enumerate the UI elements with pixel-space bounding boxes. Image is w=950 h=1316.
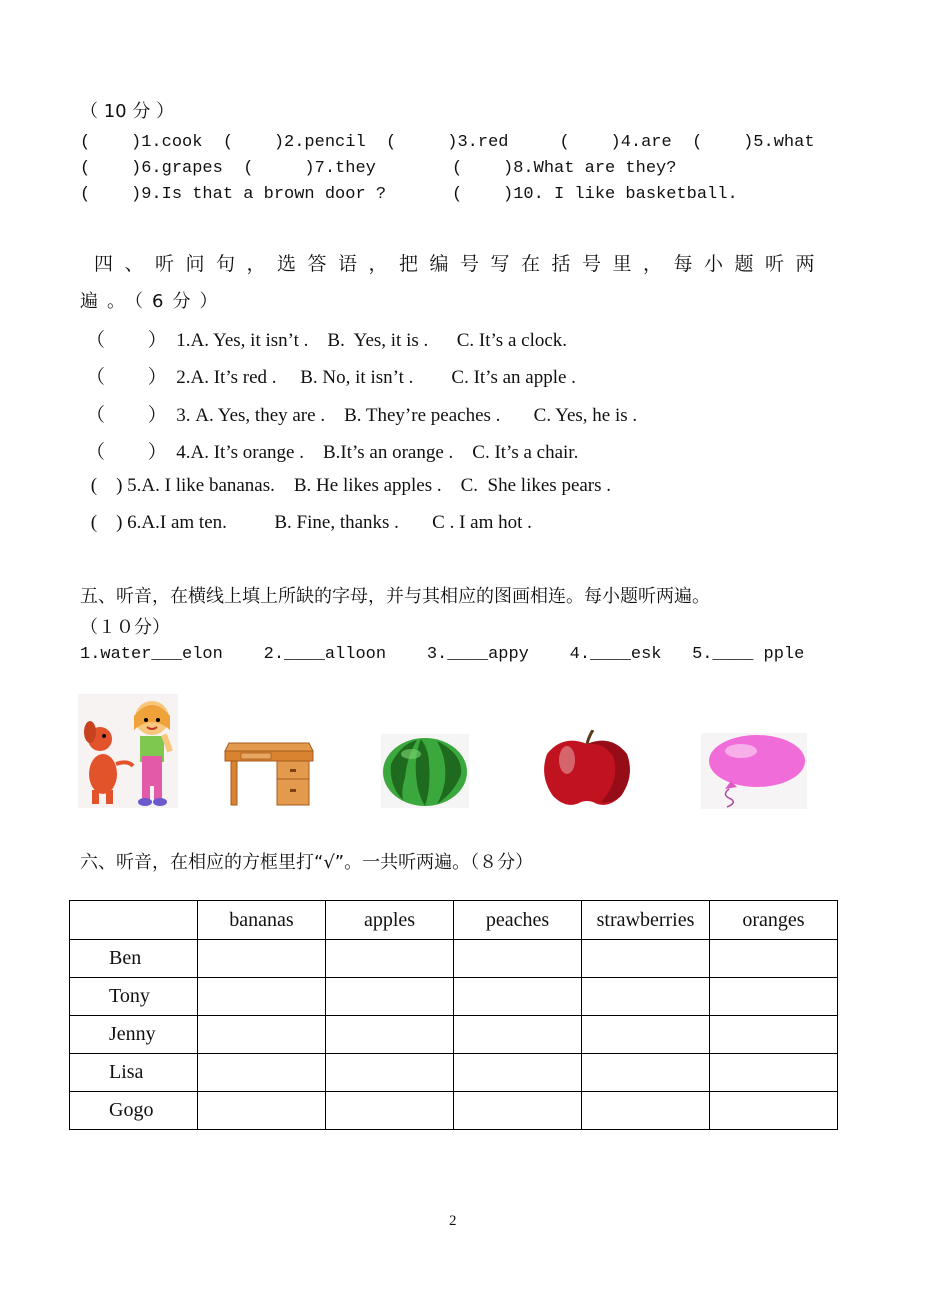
check-box-cell [326,1054,454,1092]
check-box-cell [454,1054,582,1092]
row-name-cell: Jenny [70,1016,198,1054]
section4-title: 四、听问句，选答语，把编号写在括号里，每小题听两 [94,253,827,275]
check-box-cell [582,1016,710,1054]
section5-words: 1.water___elon 2.____alloon 3.____appy 4.____esk 5.____ pple [80,645,805,664]
check-box-cell [454,1092,582,1130]
check-box-cell [198,1092,326,1130]
section3-row-3b: ( )10. I like basketball. [452,185,738,204]
table-row [70,1092,838,1130]
section3-row-1: ( )1.cook ( )2.pencil ( )3.red ( )4.are ( )5.what [80,133,815,152]
table-row [70,1054,838,1092]
section5-score: （１０分） [80,617,170,638]
section4-title-cont: 遍。（6分） [80,291,227,312]
table-header-cell: peaches [454,901,582,940]
check-box-cell [454,978,582,1016]
check-box-cell [198,1054,326,1092]
check-box-cell [582,978,710,1016]
desk-picture [221,735,315,808]
section4-item-4: （ ） 4.A. It’s orange . B.It’s an orange . C. It’s a chair. [86,442,579,463]
section4-item-2: （ ） 2.A. It’s red . B. No, it isn’t . C. It’s an apple . [86,367,576,388]
table-header-cell: bananas [198,901,326,940]
check-box-cell [198,1016,326,1054]
check-box-cell [582,940,710,978]
fruit-check-table [69,900,838,1130]
check-box-cell [582,1092,710,1130]
row-name-cell: Ben [70,940,198,978]
section3-row-3a: ( )9.Is that a brown door ? [80,185,387,204]
section4-item-3: （ ） 3. A. Yes, they are . B. They’re peaches . C. Yes, he is . [86,405,638,426]
balloon-picture [701,733,807,809]
section3-row-2b: ( )8.What are they? [452,159,677,178]
check-box-cell [326,1016,454,1054]
section3-row-2a: ( )6.grapes ( )7.they [80,159,376,178]
check-box-cell [710,1054,838,1092]
table-row [70,940,838,978]
check-box-cell [582,1054,710,1092]
table-header-cell [70,901,198,940]
apple-picture [541,730,633,810]
table-row [70,978,838,1016]
section4-item-6: ( ) 6.A.I am ten. B. Fine, thanks . C . I am hot . [86,512,532,533]
section4-item-5: ( ) 5.A. I like bananas. B. He likes apples . C. She likes pears . [86,475,612,496]
table-row [70,1016,838,1054]
section5-title: 五、听音，在横线上填上所缺的字母，并与其相应的图画相连。每小题听两遍。 [80,586,710,607]
row-name-cell: Gogo [70,1092,198,1130]
table-header-cell: strawberries [582,901,710,940]
section3-score: （ 10 分 ） [80,101,175,122]
check-box-cell [454,940,582,978]
check-box-cell [710,1092,838,1130]
row-name-cell: Tony [70,978,198,1016]
happy-girl-and-dog-picture [78,694,178,808]
check-box-cell [326,978,454,1016]
check-box-cell [326,1092,454,1130]
check-box-cell [710,940,838,978]
check-box-cell [454,1016,582,1054]
section6-title: 六、听音，在相应的方框里打“√”。一共听两遍。（８分） [80,852,534,873]
check-box-cell [710,978,838,1016]
check-box-cell [198,940,326,978]
table-header-cell: oranges [710,901,838,940]
table-header-row [70,901,838,940]
row-name-cell: Lisa [70,1054,198,1092]
section4-item-1: （ ） 1.A. Yes, it isn’t . B. Yes, it is . C. It’s a clock. [86,330,568,351]
page-number: 2 [449,1213,457,1229]
check-box-cell [198,978,326,1016]
check-box-cell [326,940,454,978]
table-header-cell: apples [326,901,454,940]
watermelon-picture [381,734,469,808]
check-box-cell [710,1016,838,1054]
